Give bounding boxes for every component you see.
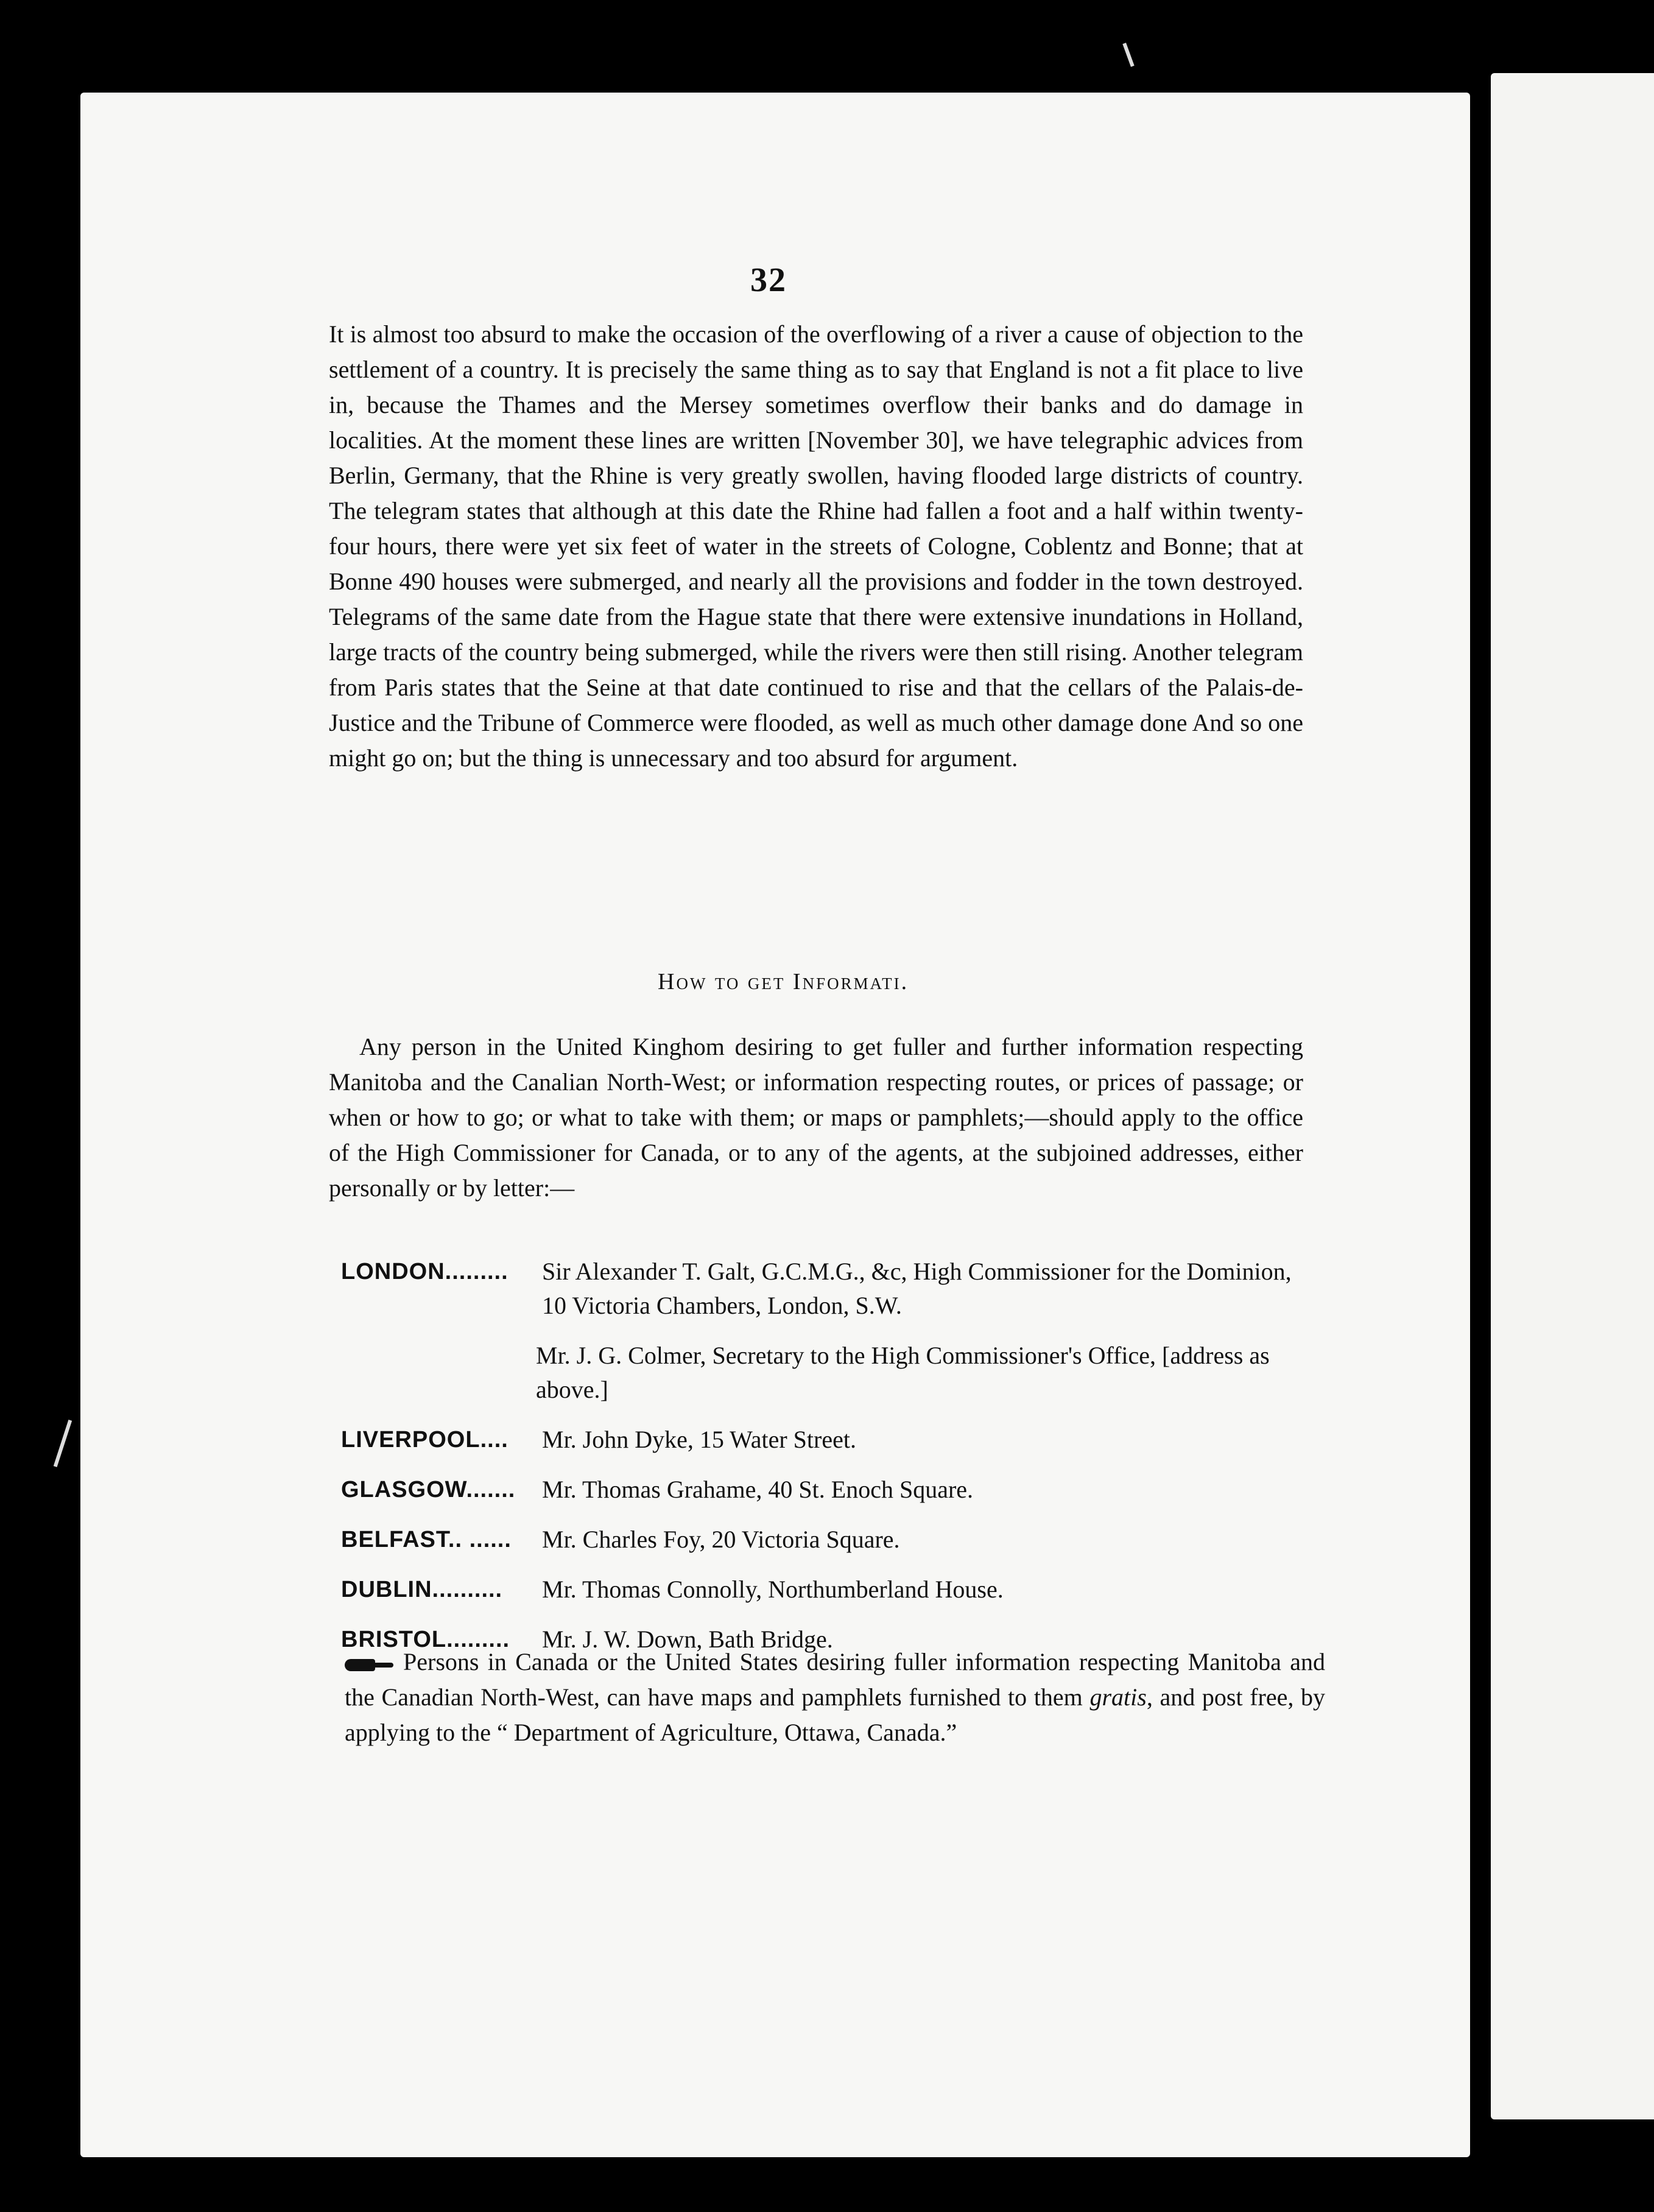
agent-city: BRISTOL......... — [341, 1627, 510, 1652]
canada-note — [345, 1644, 1325, 1750]
note-text-italic: gratis — [1089, 1683, 1147, 1711]
agent-city: LIVERPOOL.... — [341, 1427, 509, 1453]
agent-city: DUBLIN.......... — [341, 1577, 503, 1602]
page-number: 32 — [750, 261, 787, 299]
paragraph-flooding: It is almost too absurd to make the occasion of the overflowing of a river a cause of objection to the settlement of a country. It is precisely the same thing as to say that England is not a fit place to live in, because the Thames and the Mersey sometimes overflow their banks and do damage in localities. At the moment these lines are written [November 30], we have telegraphic advices from Berlin, Germany, that the Rhine is very greatly swollen, having flooded large districts of country. The telegram states that although at this date the Rhine had fallen a foot and a half within twenty-four hours, there were yet six feet of water in the streets of Cologne, Coblentz and Bonne; that at Bonne 490 houses were submerged, and nearly all the provisions and fodder in the town destroyed. Telegrams of the same date from the Hague state that there were extensive inundations in Holland, large tracts of the country being submerged, while the rivers were then still rising. Another telegram from Paris states that the Seine at that date continued to rise and that the cellars of the Palais-de-Justice and the Tribune of Commerce were flooded, as well as much other damage done And so one might go on; but the thing is unnecessary and too absurd for argument. — [329, 320, 1303, 772]
agent-list — [341, 1255, 1321, 1672]
agent-city: GLASGOW....... — [341, 1477, 516, 1502]
agent-detail: Sir Alexander T. Galt, G.C.M.G., &c, High Commissioner for the Dominion, 10 Victoria Chambers, London, S.W. — [542, 1258, 1292, 1319]
note-text-after: , and post free, by applying to the “ Department of Agriculture, Ottawa, Canada.” — [345, 1683, 1325, 1746]
pointing-hand-icon — [345, 1655, 393, 1674]
agent-city: BELFAST.. ...... — [341, 1527, 512, 1552]
scan-speck — [1122, 43, 1134, 67]
agent-entry-dublin — [341, 1573, 1321, 1607]
adjacent-page-edge — [1491, 73, 1654, 2119]
scan-speck — [54, 1420, 72, 1467]
agent-entry-london — [341, 1255, 1321, 1323]
agent-detail: Mr. Thomas Connolly, Northumberland House. — [542, 1576, 1004, 1603]
paragraph-information: Any person in the United Kinghom desiring to get fuller and further information respecting Manitoba and the Canalian North-West; or information respecting routes, or prices of passage; or when or how to go; or what to take with them; or maps or pamphlets;—should apply to the office of the High Commissioner for Canada, or to any of the agents, at the subjoined addresses, either personally or by letter:— — [329, 1033, 1303, 1202]
agent-entry-liverpool — [341, 1423, 1321, 1457]
agent-detail: Mr. Thomas Grahame, 40 St. Enoch Square. — [542, 1476, 974, 1503]
agent-entry-belfast — [341, 1523, 1321, 1557]
agent-city: LONDON......... — [341, 1259, 509, 1284]
agent-detail: Mr. John Dyke, 15 Water Street. — [542, 1426, 856, 1453]
agent-entry-london-secretary: Mr. J. G. Colmer, Secretary to the High Commissioner's Office, [address as above.] — [536, 1342, 1270, 1403]
agent-entry-glasgow — [341, 1473, 1321, 1507]
agent-detail: Mr. J. W. Down, Bath Bridge. — [542, 1626, 833, 1653]
section-heading: How to get Informati. — [658, 969, 909, 995]
note-text-before: Persons in Canada or the United States desiring fuller information respecting Manitoba and the Canadian North-West, can have maps and pamphlets furnished to them — [345, 1648, 1325, 1711]
agent-detail: Mr. Charles Foy, 20 Victoria Square. — [542, 1526, 900, 1553]
